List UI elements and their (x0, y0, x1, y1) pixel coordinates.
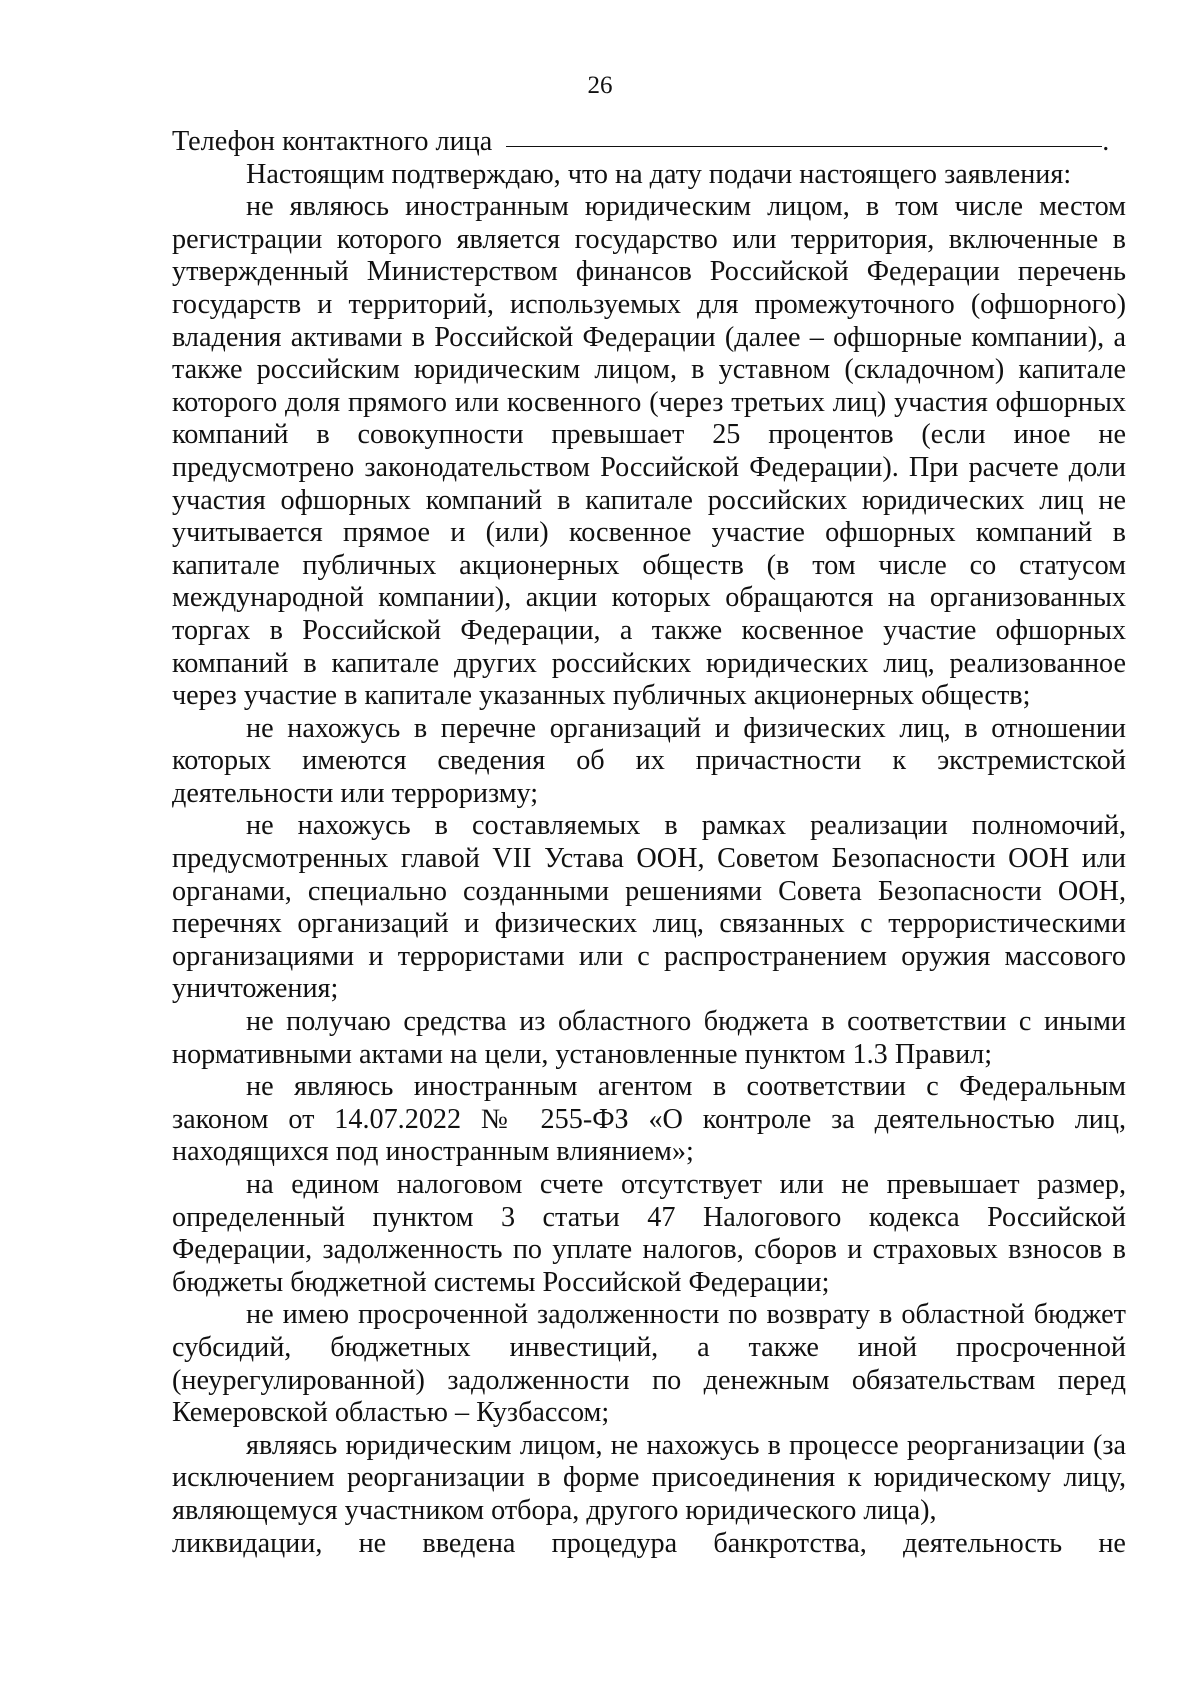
declaration-no-overdue-debt: не имею просроченной задолженности по возврату в областной бюджет субсидий, бюджетных инвестиций, а также иной просроченной (неурегулированной) задолженности по денежным обязательствам перед Кемеровской областью – Кузбассом; (172, 1299, 1126, 1429)
declaration-no-other-funding: не получаю средства из областного бюджета в соответствии с иными нормативными актами на цели, установленные пунктом 1.3 Правил; (172, 1006, 1126, 1070)
declaration-reorganization-last-line (172, 1528, 1126, 1561)
declaration-reorganization: являясь юридическим лицом, не нахожусь в процессе реорганизации (за исключением реорганизации в форме присоединения к юридическому лицу, являющемуся участником отбора, другого юридического лица), (172, 1429, 1126, 1526)
declaration-un-sanctions-list: не нахожусь в составляемых в рамках реализации полномочий, предусмотренных главой VII Устава ООН, Советом Безопасности ООН или органами, специально созданными решениями Совета Безопасности ООН, перечнях организаций и физических лиц, связанных с террористическими организациями и террористами или с распространением оружия массового уничтожения; (172, 810, 1126, 1005)
last-line-word: деятельность (902, 1527, 1063, 1559)
declaration-not-foreign-agent: не являюсь иностранным агентом в соответствии с Федеральным законом от 14.07.2022 № 255-ФЗ «О контроле за деятельностью лиц, находящихся под иностранным влиянием»; (172, 1071, 1126, 1168)
declaration-tax-debt: на едином налоговом счете отсутствует или не превышает размер, определенный пунктом 3 статьи 47 Налогового кодекса Российской Федерации, задолженность по уплате налогов, сборов и страховых взносов в бюджеты бюджетной системы Российской Федерации; (172, 1169, 1126, 1298)
page-number: 26 (587, 72, 613, 99)
last-line-word: не (358, 1527, 387, 1559)
last-line-word: введена (422, 1527, 516, 1559)
last-line-word: не (1098, 1527, 1126, 1559)
contact-phone-blank-field (506, 146, 1102, 147)
last-line-word: банкротства, (713, 1527, 867, 1559)
last-line-word: ликвидации, (172, 1527, 323, 1559)
last-line-word: процедура (551, 1527, 678, 1559)
declaration-offshore: не являюсь иностранным юридическим лицом, в том числе местом регистрации которого является государство или территория, включенные в утвержденный Министерством финансов Российской Федерации перечень государств и территорий, используемых для промежуточного (офшорного) владения активами в Российской Федерации (далее – офшорные компании), а также российским юридическим лицом, в уставном (складочном) капитале которого доля прямого или косвенного (через третьих лиц) участия офшорных компаний в совокупности превышает 25 процентов (если иное не предусмотрено законодательством Российской Федерации). При расчете доли участия офшорных компаний в капитале российских юридических лиц не учитывается прямое и (или) косвенное участие офшорных компаний в капитале публичных акционерных обществ (в том числе со статусом международной компании), акции которых обращаются на организованных торгах в Российской Федерации, а также косвенное участие офшорных компаний в капитале других российских юридических лиц, реализованное через участие в капитале указанных публичных акционерных обществ; (172, 191, 1126, 712)
declaration-extremism-list: не нахожусь в перечне организаций и физических лиц, в отношении которых имеются сведения об их причастности к экстремистской деятельности или терроризму; (172, 712, 1126, 809)
contact-phone-line (172, 126, 1126, 159)
intro-paragraph: Настоящим подтверждаю, что на дату подачи настоящего заявления: (246, 158, 1072, 190)
document-body (172, 126, 1126, 1560)
contact-phone-label: Телефон контактного лица (172, 126, 493, 157)
contact-phone-end-mark: . (1102, 126, 1110, 157)
